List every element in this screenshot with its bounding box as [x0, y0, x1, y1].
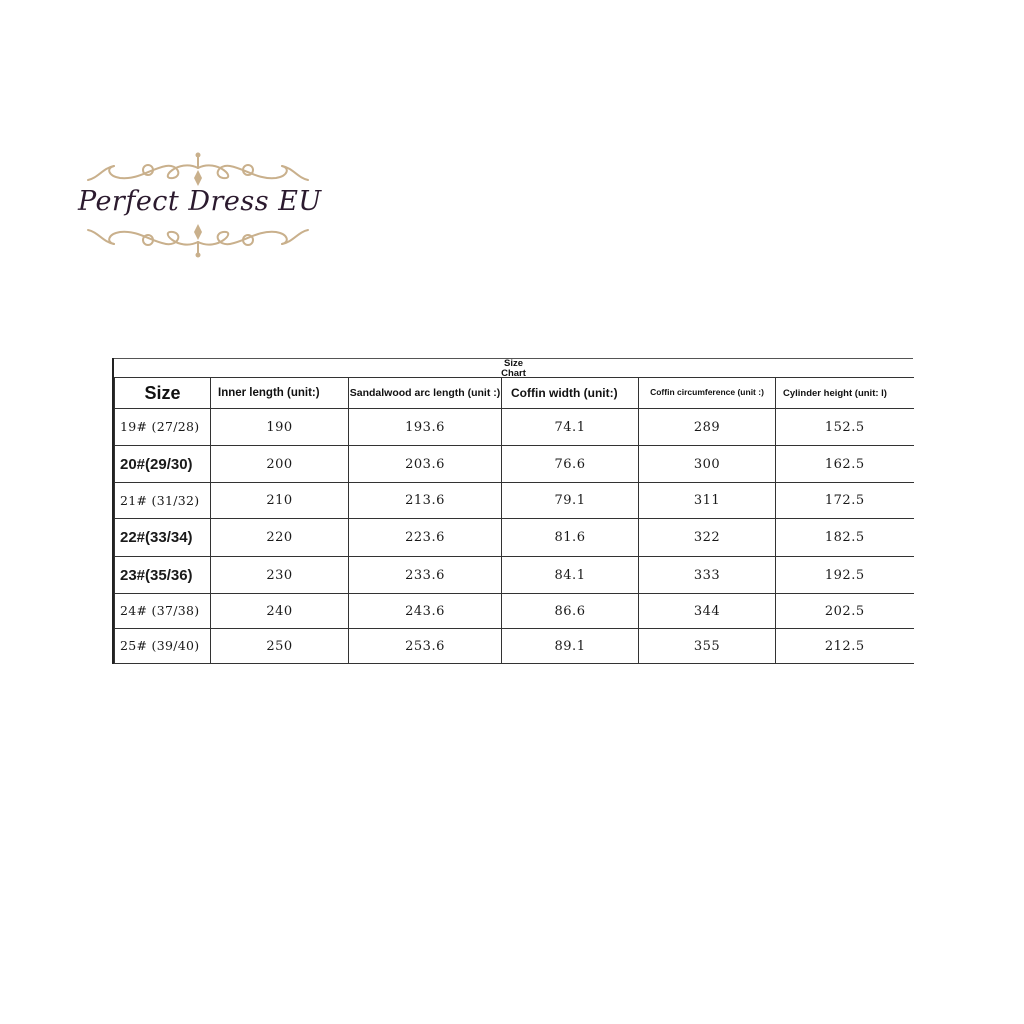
- inner-length-cell: 240: [211, 594, 349, 629]
- chart-title: [114, 359, 913, 377]
- column-header-cylinder-height: Cylinder height (unit: l): [776, 378, 914, 409]
- table-header-row: [115, 378, 914, 409]
- arc-length-cell: 243.6: [349, 594, 502, 629]
- arc-length-cell: 213.6: [349, 483, 502, 519]
- chart-title-line2: Chart: [501, 367, 526, 379]
- coffin-width-cell: 81.6: [502, 519, 639, 557]
- size-label: 23#(35/36): [120, 566, 193, 584]
- coffin-circumference-cell: 333: [639, 557, 776, 594]
- size-label: 20#(29/30): [120, 455, 193, 473]
- brand-logo: [78, 150, 322, 260]
- coffin-circumference-cell: 311: [639, 483, 776, 519]
- arc-length-cell: 223.6: [349, 519, 502, 557]
- coffin-width-cell: 86.6: [502, 594, 639, 629]
- coffin-width-cell: 84.1: [502, 557, 639, 594]
- coffin-width-cell: 74.1: [502, 409, 639, 446]
- inner-length-cell: 210: [211, 483, 349, 519]
- coffin-width-cell: 76.6: [502, 446, 639, 483]
- table-row: [115, 629, 914, 664]
- column-header-size: Size: [115, 378, 211, 409]
- coffin-circumference-cell: 300: [639, 446, 776, 483]
- column-header-coffin-circumference: Coffin circumference (unit :): [639, 378, 776, 409]
- inner-length-cell: 230: [211, 557, 349, 594]
- table-row: [115, 519, 914, 557]
- size-label: 25# (39/40): [120, 638, 200, 653]
- table-row: [115, 483, 914, 519]
- cylinder-height-cell: 172.5: [776, 483, 914, 519]
- size-label: 21# (31/32): [120, 492, 200, 508]
- cylinder-height-cell: 162.5: [776, 446, 914, 483]
- table-row: [115, 557, 914, 594]
- coffin-circumference-cell: 344: [639, 594, 776, 629]
- chart-title-line1: Size: [503, 358, 523, 369]
- table-row: [115, 409, 914, 446]
- coffin-width-cell: 89.1: [502, 629, 639, 664]
- inner-length-cell: 200: [211, 446, 349, 483]
- arc-length-cell: 253.6: [349, 629, 502, 664]
- cylinder-height-cell: 212.5: [776, 629, 914, 664]
- cylinder-height-cell: 192.5: [776, 557, 914, 594]
- column-header-sandalwood-arc-length: Sandalwood arc length (unit :): [349, 378, 502, 409]
- coffin-circumference-cell: 289: [639, 409, 776, 446]
- arc-length-cell: 193.6: [349, 409, 502, 446]
- inner-length-cell: 190: [211, 409, 349, 446]
- arc-length-cell: 203.6: [349, 446, 502, 483]
- coffin-width-cell: 79.1: [502, 483, 639, 519]
- size-label: 22#(33/34): [120, 529, 193, 546]
- cylinder-height-cell: 182.5: [776, 519, 914, 557]
- size-label: 19# (27/28): [120, 419, 200, 434]
- coffin-circumference-cell: 322: [639, 519, 776, 557]
- column-header-inner-length: Inner length (unit:): [211, 378, 349, 409]
- inner-length-cell: 220: [211, 519, 349, 557]
- cylinder-height-cell: 152.5: [776, 409, 914, 446]
- column-header-coffin-width: Coffin width (unit:): [502, 378, 639, 409]
- size-table: [114, 377, 914, 664]
- size-label: 24# (37/38): [120, 603, 200, 618]
- inner-length-cell: 250: [211, 629, 349, 664]
- table-row: [115, 594, 914, 629]
- coffin-circumference-cell: 355: [639, 629, 776, 664]
- arc-length-cell: 233.6: [349, 557, 502, 594]
- logo-wordmark: Perfect Dress EU: [78, 186, 322, 217]
- table-row: [115, 446, 914, 483]
- cylinder-height-cell: 202.5: [776, 594, 914, 629]
